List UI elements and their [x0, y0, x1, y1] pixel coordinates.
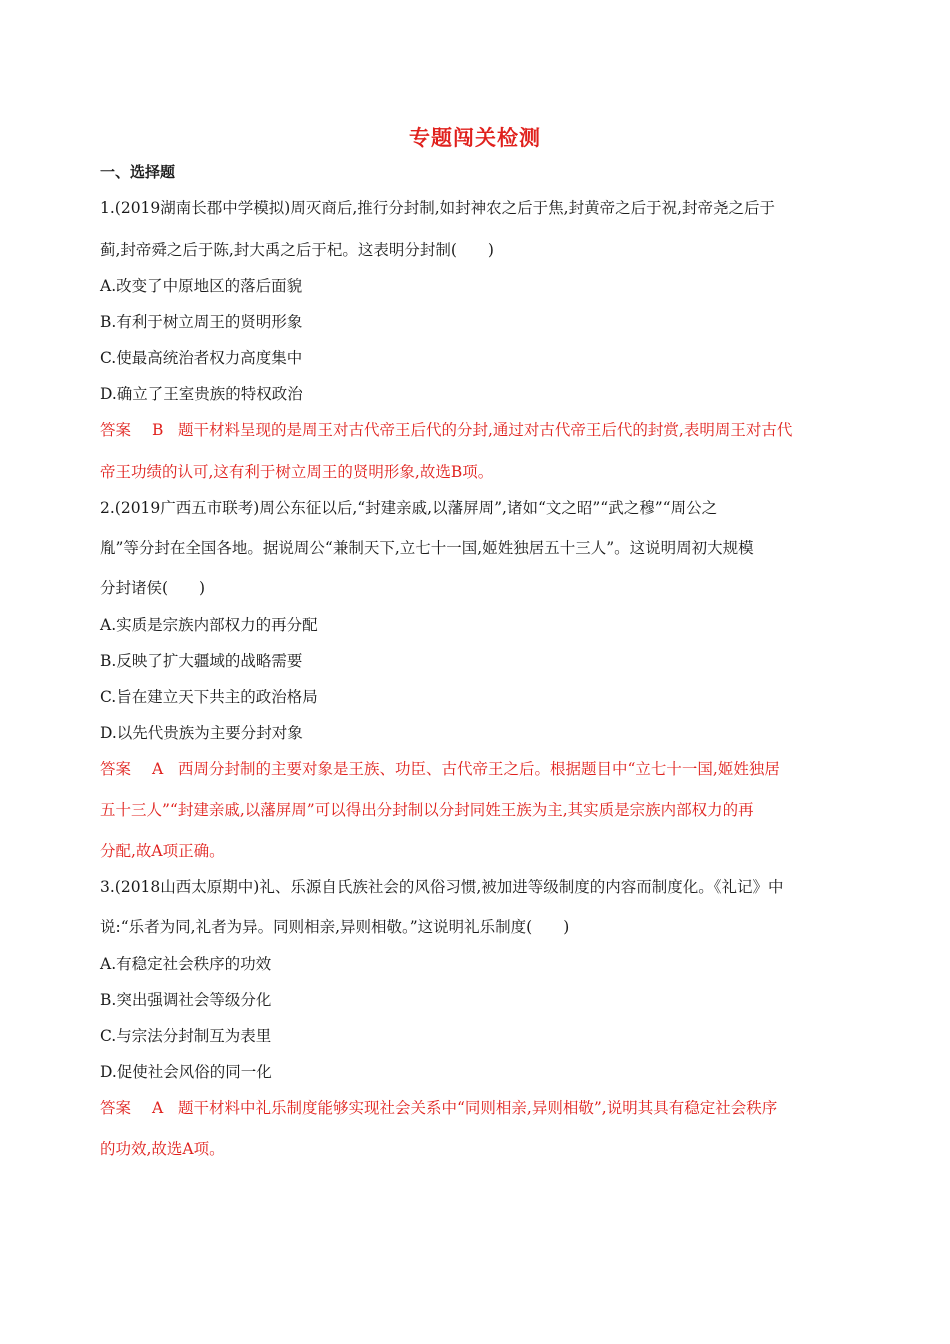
- question-2-stem-line-3: 分封诸侯( ): [100, 579, 206, 597]
- question-2-answer: [100, 759, 860, 779]
- question-3-option-a: A.有稳定社会秩序的功效: [100, 955, 272, 973]
- question-3-option-c: C.与宗法分封制互为表里: [100, 1027, 272, 1045]
- answer-label: 答案: [100, 760, 132, 778]
- question-1-option-b: B.有利于树立周王的贤明形象: [100, 313, 303, 331]
- question-3-option-b: B.突出强调社会等级分化: [100, 991, 272, 1009]
- answer-letter: A: [152, 1099, 164, 1117]
- answer-explanation-line-1: 西周分封制的主要对象是王族、功臣、古代帝王之后。根据题目中“立七十一国,姬姓独居: [178, 760, 780, 778]
- question-2-option-c: C.旨在建立天下共主的政治格局: [100, 688, 318, 706]
- section-heading: 一、选择题: [100, 163, 176, 181]
- question-1-option-a: A.改变了中原地区的落后面貌: [100, 277, 303, 295]
- question-2-stem-line-1: 2.(2019广西五市联考)周公东征以后,“封建亲戚,以藩屏周”,诸如“文之昭”“武之穆”“周公之: [100, 499, 718, 517]
- question-3-explanation-line-2: 的功效,故选A项。: [100, 1140, 225, 1158]
- question-1-option-d: D.确立了王室贵族的特权政治: [100, 385, 303, 403]
- question-3-stem-line-1: 3.(2018山西太原期中)礼、乐源自氏族社会的风俗习惯,被加进等级制度的内容而制度化。《礼记》中: [100, 878, 784, 896]
- answer-explanation-line-1: 题干材料呈现的是周王对古代帝王后代的分封,通过对古代帝王后代的封赏,表明周王对古代: [178, 421, 793, 439]
- question-1-option-c: C.使最高统治者权力高度集中: [100, 349, 303, 367]
- question-2-explanation-line-3: 分配,故A项正确。: [100, 842, 225, 860]
- question-2-stem-line-2: 胤”等分封在全国各地。据说周公“兼制天下,立七十一国,姬姓独居五十三人”。这说明周初大规模: [100, 539, 754, 557]
- answer-letter: B: [152, 421, 164, 439]
- question-2-explanation-line-2: 五十三人”“封建亲戚,以藩屏周”可以得出分封制以分封同姓王族为主,其实质是宗族内部权力的再: [100, 801, 754, 819]
- question-2-option-a: A.实质是宗族内部权力的再分配: [100, 616, 318, 634]
- question-3-answer: [100, 1098, 860, 1118]
- question-1-stem-line-1: 1.(2019湖南长郡中学模拟)周灭商后,推行分封制,如封神农之后于焦,封黄帝之后于祝,封帝尧之后于: [100, 199, 776, 217]
- question-1-explanation-line-2: 帝王功绩的认可,这有利于树立周王的贤明形象,故选B项。: [100, 463, 494, 481]
- answer-explanation-line-1: 题干材料中礼乐制度能够实现社会关系中“同则相亲,异则相敬”,说明其具有稳定社会秩序: [178, 1099, 778, 1117]
- answer-letter: A: [152, 760, 164, 778]
- answer-label: 答案: [100, 421, 132, 439]
- question-3-stem-line-2: 说:“乐者为同,礼者为异。同则相亲,异则相敬。”这说明礼乐制度( ): [100, 918, 570, 936]
- question-1-answer: [100, 420, 860, 440]
- question-2-option-d: D.以先代贵族为主要分封对象: [100, 724, 303, 742]
- document-title: 专题闯关检测: [409, 126, 541, 150]
- answer-label: 答案: [100, 1099, 132, 1117]
- question-2-option-b: B.反映了扩大疆域的战略需要: [100, 652, 303, 670]
- question-3-option-d: D.促使社会风俗的同一化: [100, 1063, 272, 1081]
- question-1-stem-line-2: 蓟,封帝舜之后于陈,封大禹之后于杞。这表明分封制( ): [100, 241, 494, 259]
